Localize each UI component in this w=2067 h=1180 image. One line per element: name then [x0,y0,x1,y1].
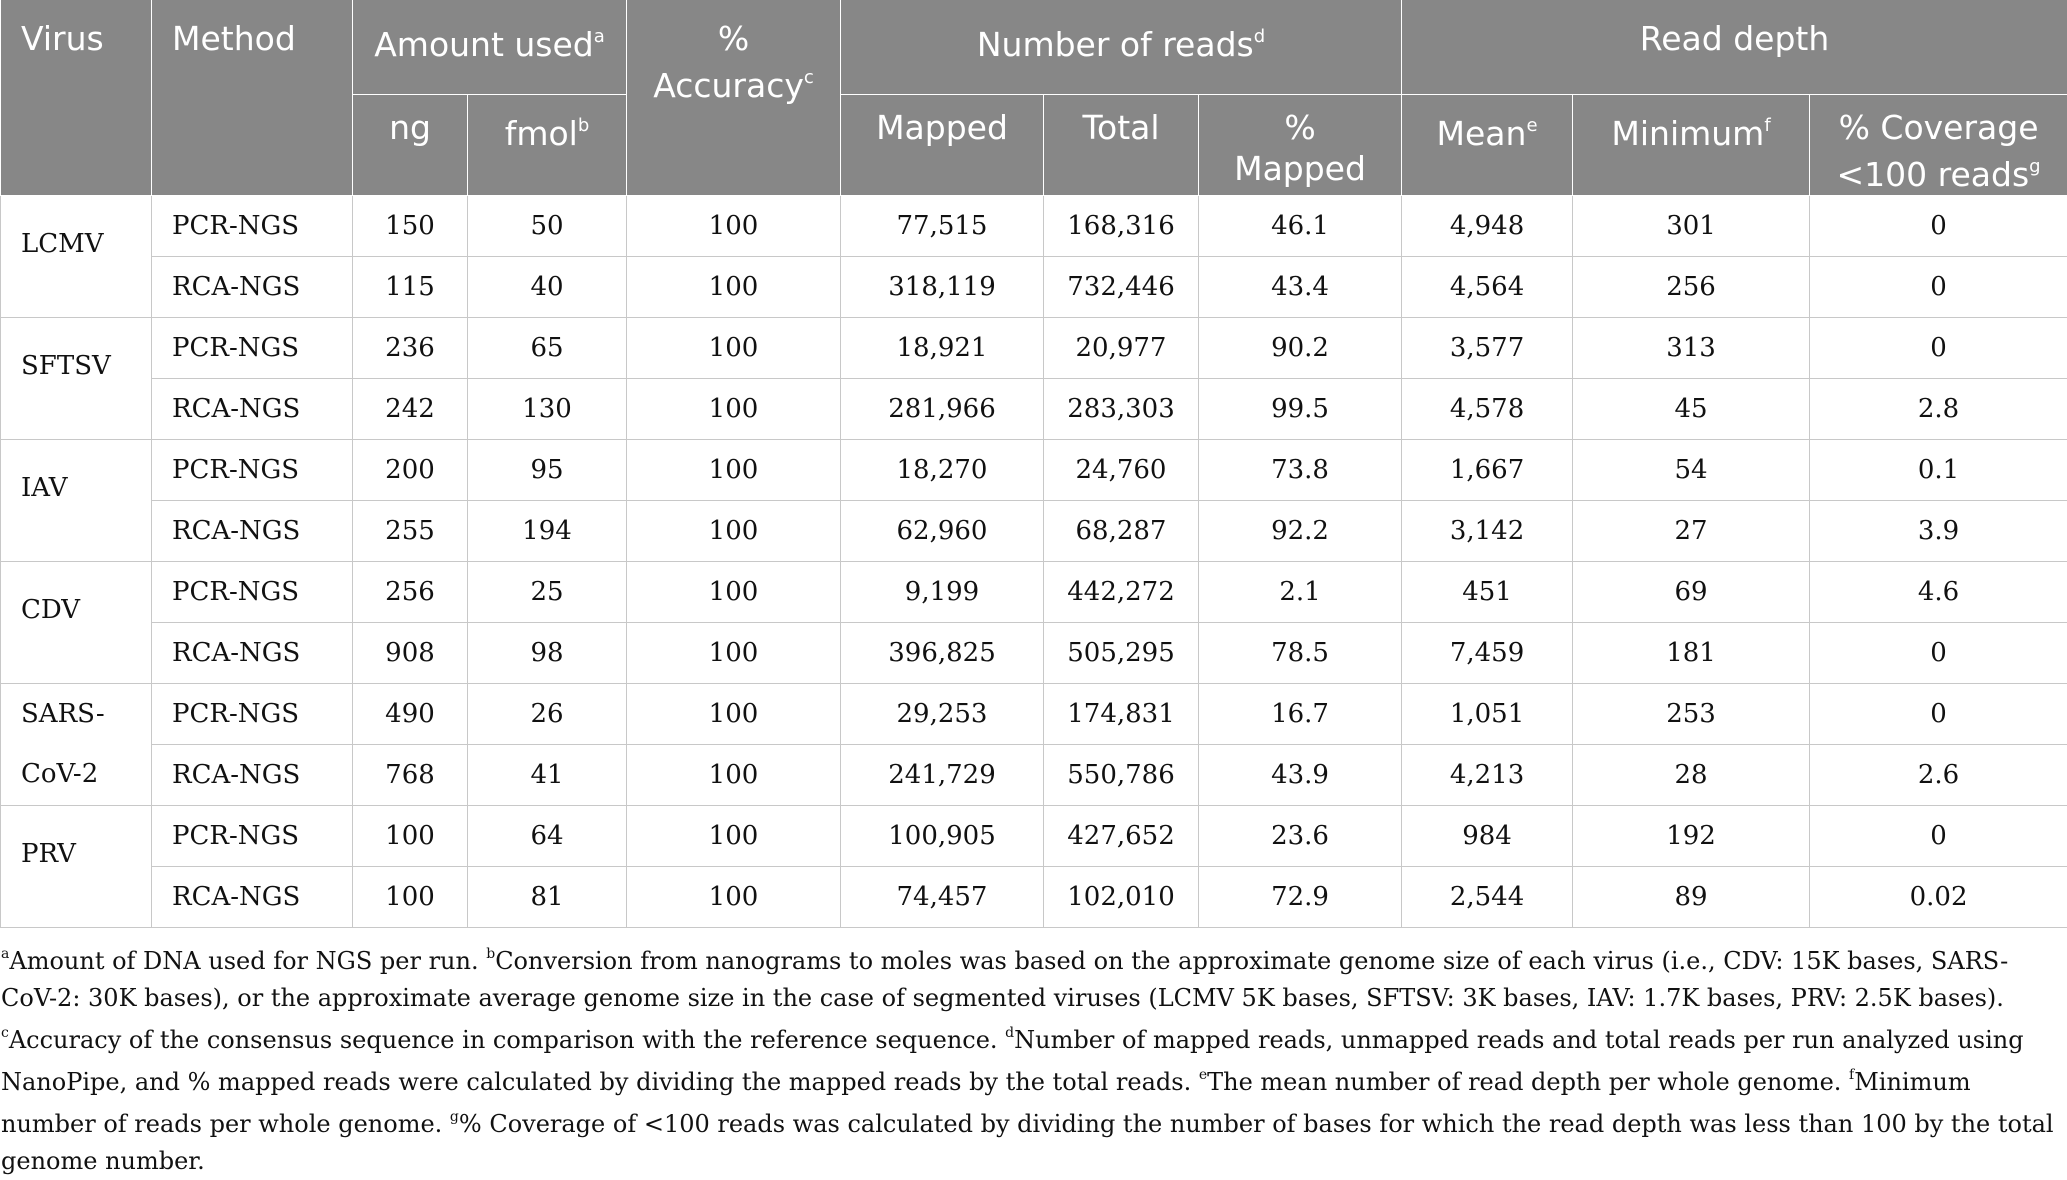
mapped-cell: 29,253 [841,684,1044,745]
table-row [1,684,2067,745]
ng-cell: 490 [353,684,468,745]
fmol-cell: 65 [468,318,627,379]
method-cell: RCA-NGS [152,379,353,440]
header-amount-used [353,0,627,95]
method-cell: RCA-NGS [152,867,353,928]
pct-mapped-cell: 46.1 [1199,196,1402,257]
table-footnote [0,938,2061,1180]
mapped-cell: 62,960 [841,501,1044,562]
mapped-cell: 74,457 [841,867,1044,928]
mean-cell: 984 [1402,806,1573,867]
method-cell: PCR-NGS [152,684,353,745]
fmol-cell: 25 [468,562,627,623]
header-mean [1402,95,1573,196]
pct-mapped-cell: 16.7 [1199,684,1402,745]
pct-mapped-cell: 92.2 [1199,501,1402,562]
pct-mapped-cell: 73.8 [1199,440,1402,501]
virus-cell-sftsv: SFTSV [1,318,152,440]
total-cell: 102,010 [1044,867,1199,928]
header-virus-label: Virus [21,19,104,58]
virus-sars-line1: SARS- [21,699,105,729]
footnote-mark-c: c [804,67,814,88]
method-cell: PCR-NGS [152,562,353,623]
header-total [1044,95,1199,196]
total-cell: 174,831 [1044,684,1199,745]
coverage-cell: 2.8 [1810,379,2067,440]
fmol-cell: 194 [468,501,627,562]
footnote-g: % Coverage of <100 reads was calculated by dividing the number of bases for which the read depth was less than 100 by the total genome number. [1,1110,2054,1175]
coverage-cell: 0 [1810,684,2067,745]
footnote-b-mark: b [486,946,495,962]
accuracy-cell: 100 [627,501,841,562]
ng-cell: 236 [353,318,468,379]
mapped-cell: 77,515 [841,196,1044,257]
mean-cell: 3,142 [1402,501,1573,562]
footnote-f-mark: f [1849,1067,1854,1083]
ng-cell: 768 [353,745,468,806]
method-cell: RCA-NGS [152,745,353,806]
coverage-cell: 0.1 [1810,440,2067,501]
mean-cell: 7,459 [1402,623,1573,684]
coverage-cell: 0.02 [1810,867,2067,928]
mean-cell: 4,564 [1402,257,1573,318]
header-accuracy [627,0,841,196]
accuracy-cell: 100 [627,257,841,318]
virus-cell-iav: IAV [1,440,152,562]
coverage-cell: 0 [1810,257,2067,318]
pct-mapped-cell: 2.1 [1199,562,1402,623]
fmol-cell: 41 [468,745,627,806]
table-row [1,806,2067,867]
mean-cell: 1,051 [1402,684,1573,745]
fmol-cell: 40 [468,257,627,318]
header-read-depth-label: Read depth [1640,19,1829,58]
header-coverage-line1: % Coverage [1839,108,2039,147]
header-number-of-reads-label: Number of reads [977,25,1254,64]
fmol-cell: 26 [468,684,627,745]
coverage-cell: 2.6 [1810,745,2067,806]
mean-cell: 451 [1402,562,1573,623]
header-accuracy-line1: % [718,19,749,58]
footnote-g-mark: g [450,1109,459,1125]
fmol-cell: 98 [468,623,627,684]
table-row [1,196,2067,257]
virus-cell-cdv: CDV [1,562,152,684]
mapped-cell: 241,729 [841,745,1044,806]
virus-cell-sars-cov-2 [1,684,152,806]
footnote-e: The mean number of read depth per whole genome. [1207,1068,1849,1096]
minimum-cell: 28 [1573,745,1810,806]
footnote-a-mark: a [1,946,9,962]
coverage-cell: 0 [1810,318,2067,379]
mapped-cell: 396,825 [841,623,1044,684]
header-pct-mapped-line1: % [1284,108,1315,147]
total-cell: 24,760 [1044,440,1199,501]
ng-cell: 100 [353,806,468,867]
method-cell: PCR-NGS [152,318,353,379]
mean-cell: 1,667 [1402,440,1573,501]
method-cell: RCA-NGS [152,501,353,562]
coverage-cell: 4.6 [1810,562,2067,623]
header-total-label: Total [1082,108,1159,147]
accuracy-cell: 100 [627,196,841,257]
total-cell: 505,295 [1044,623,1199,684]
minimum-cell: 69 [1573,562,1810,623]
table-row [1,257,2067,318]
total-cell: 283,303 [1044,379,1199,440]
accuracy-cell: 100 [627,867,841,928]
header-pct-mapped [1199,95,1402,196]
mean-cell: 3,577 [1402,318,1573,379]
fmol-cell: 64 [468,806,627,867]
ng-cell: 200 [353,440,468,501]
ng-cell: 115 [353,257,468,318]
pct-mapped-cell: 43.9 [1199,745,1402,806]
header-minimum-label: Minimum [1611,114,1764,153]
minimum-cell: 253 [1573,684,1810,745]
mean-cell: 4,213 [1402,745,1573,806]
table-row [1,379,2067,440]
footnote-a: Amount of DNA used for NGS per run. [9,947,486,975]
header-number-of-reads [841,0,1402,95]
accuracy-cell: 100 [627,684,841,745]
pct-mapped-cell: 43.4 [1199,257,1402,318]
total-cell: 20,977 [1044,318,1199,379]
table-row [1,867,2067,928]
coverage-cell: 0 [1810,806,2067,867]
header-amount-used-label: Amount used [374,25,594,64]
mapped-cell: 318,119 [841,257,1044,318]
table-row [1,623,2067,684]
accuracy-cell: 100 [627,318,841,379]
ng-cell: 255 [353,501,468,562]
total-cell: 68,287 [1044,501,1199,562]
accuracy-cell: 100 [627,745,841,806]
accuracy-cell: 100 [627,440,841,501]
minimum-cell: 45 [1573,379,1810,440]
accuracy-cell: 100 [627,806,841,867]
header-minimum [1573,95,1810,196]
footnote-b: Conversion from nanograms to moles was based on the approximate genome size of each virus (i.e., CDV: 15K bases, SARS-CoV-2: 30K bases), or the approximate average genome size in the case of segmented viruses (LCMV 5K bases, SFTSV: 3K bases, IAV: 1.7K bases, PRV: 2.5K bases). [1,947,2008,1012]
header-row-1 [1,0,2067,95]
ng-cell: 150 [353,196,468,257]
mean-cell: 4,948 [1402,196,1573,257]
footnote-d: Number of mapped reads, unmapped reads and total reads per run analyzed using NanoPipe, and % mapped reads were calculated by dividing the mapped reads by the total reads. [1,1026,2024,1096]
mapped-cell: 9,199 [841,562,1044,623]
ng-cell: 908 [353,623,468,684]
footnote-f: Minimum number of reads per whole genome. [1,1068,1971,1138]
mapped-cell: 281,966 [841,379,1044,440]
total-cell: 732,446 [1044,257,1199,318]
header-mapped [841,95,1044,196]
total-cell: 550,786 [1044,745,1199,806]
method-cell: RCA-NGS [152,623,353,684]
table-row [1,501,2067,562]
footnote-d-mark: d [1005,1025,1014,1041]
header-ng [353,95,468,196]
table-row [1,318,2067,379]
virus-cell-prv: PRV [1,806,152,928]
header-coverage [1810,95,2067,196]
header-virus [1,0,152,196]
method-cell: RCA-NGS [152,257,353,318]
footnote-mark-e: e [1526,115,1537,136]
footnote-mark-b: b [578,115,589,136]
coverage-cell: 3.9 [1810,501,2067,562]
method-cell: PCR-NGS [152,440,353,501]
pct-mapped-cell: 99.5 [1199,379,1402,440]
header-pct-mapped-line2: Mapped [1234,149,1366,188]
virus-sars-line2: CoV-2 [21,759,98,789]
minimum-cell: 181 [1573,623,1810,684]
header-method [152,0,353,196]
coverage-cell: 0 [1810,196,2067,257]
mean-cell: 2,544 [1402,867,1573,928]
footnote-e-mark: e [1199,1067,1207,1083]
pct-mapped-cell: 78.5 [1199,623,1402,684]
header-accuracy-line2: Accuracy [653,66,804,105]
minimum-cell: 256 [1573,257,1810,318]
virus-cell-lcmv: LCMV [1,196,152,318]
coverage-cell: 0 [1810,623,2067,684]
accuracy-cell: 100 [627,623,841,684]
pct-mapped-cell: 23.6 [1199,806,1402,867]
header-fmol [468,95,627,196]
header-mapped-label: Mapped [876,108,1008,147]
footnote-mark-d: d [1254,26,1265,47]
mapped-cell: 18,270 [841,440,1044,501]
fmol-cell: 130 [468,379,627,440]
mapped-cell: 100,905 [841,806,1044,867]
mean-cell: 4,578 [1402,379,1573,440]
minimum-cell: 89 [1573,867,1810,928]
ng-cell: 242 [353,379,468,440]
accuracy-cell: 100 [627,562,841,623]
fmol-cell: 95 [468,440,627,501]
ng-cell: 100 [353,867,468,928]
header-method-label: Method [172,19,296,58]
header-fmol-label: fmol [505,114,578,153]
header-ng-label: ng [389,108,431,147]
minimum-cell: 313 [1573,318,1810,379]
header-read-depth [1402,0,2067,95]
pct-mapped-cell: 90.2 [1199,318,1402,379]
footnote-c: Accuracy of the consensus sequence in comparison with the reference sequence. [9,1026,1005,1054]
table-row [1,745,2067,806]
footnote-mark-a: a [594,26,605,47]
mapped-cell: 18,921 [841,318,1044,379]
pct-mapped-cell: 72.9 [1199,867,1402,928]
header-mean-label: Mean [1437,114,1527,153]
total-cell: 168,316 [1044,196,1199,257]
minimum-cell: 27 [1573,501,1810,562]
fmol-cell: 81 [468,867,627,928]
header-coverage-line2: <100 reads [1837,155,2030,194]
method-cell: PCR-NGS [152,196,353,257]
minimum-cell: 301 [1573,196,1810,257]
accuracy-cell: 100 [627,379,841,440]
fmol-cell: 50 [468,196,627,257]
method-cell: PCR-NGS [152,806,353,867]
minimum-cell: 192 [1573,806,1810,867]
table-row [1,562,2067,623]
footnote-mark-g: g [2029,156,2040,177]
footnote-mark-f: f [1764,115,1770,136]
total-cell: 442,272 [1044,562,1199,623]
table-row [1,440,2067,501]
footnote-c-mark: c [1,1025,9,1041]
minimum-cell: 54 [1573,440,1810,501]
total-cell: 427,652 [1044,806,1199,867]
ng-cell: 256 [353,562,468,623]
